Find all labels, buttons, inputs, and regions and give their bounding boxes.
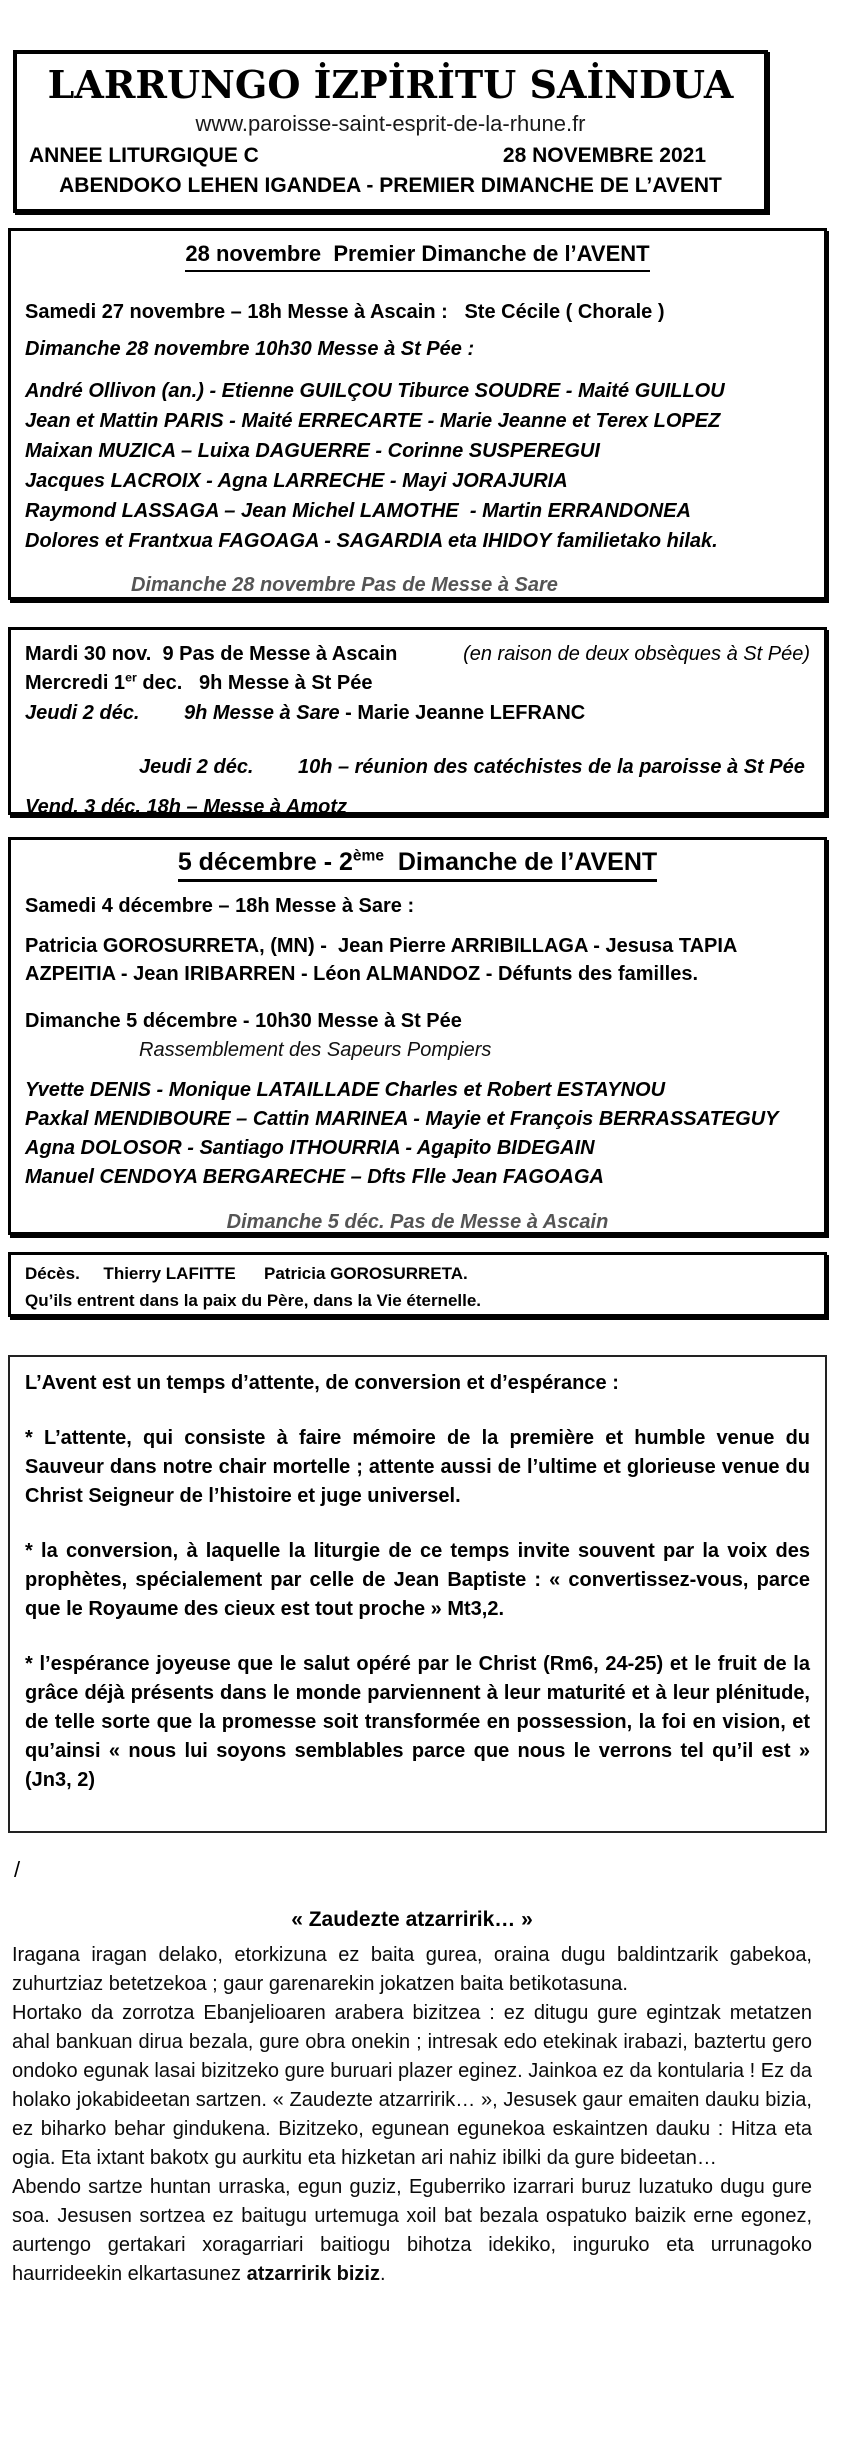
basque-paragraph-3 xyxy=(12,2173,812,2289)
deces-prayer: Qu’ils entrent dans la paix du Père, dans la Vie éternelle. xyxy=(25,1291,482,1310)
intention-line: Jacques LACROIX - Agna LARRECHE - Mayi JORAJURIA xyxy=(25,470,568,492)
intention-line: Agna DOLOSOR - Santiago ITHOURRIA - Agapito BIDEGAIN xyxy=(25,1137,595,1159)
jeudi-row xyxy=(25,699,810,727)
basque-paragraph-2: Hortako da zorrotza Ebanjelioaren arabera bizitzea : ez ditugu gure egintzak metatzen ahal bankuan dirua bezala, gure obra onekin ; intresak edo etekinak irabazi, baztertu gero ondoko egunak lasai bizitzeko gure buruari plazer eginez. Jainkoa ez da kontularia ! Ez da holako jokabideetan sartzen. « Zaudezte atzarririk… », Jesusek gaur emaiten dauku bizia, ez biharko behar gindukena. Bizitzeko, egunean egunekoa eskaintzen dauku : Hitza eta ogia. Eta ixtant bakotx gu aurkitu eta hizketan ari nahiz ibilki da gure bideetan… xyxy=(12,2002,812,2169)
section3-heading-text xyxy=(178,846,657,882)
masthead-box xyxy=(13,50,768,213)
deces-names: Décès. Thierry LAFITTE Patricia GOROSURRETA. xyxy=(25,1264,468,1283)
avent-paragraph-esperance: * l’espérance joyeuse que le salut opéré par le Christ (Rm6, 24-25) et le fruit de la grâce déjà présents dans le monde parviennent à leur maturité et à leur plénitude, de telle sorte que la promesse soit transformée en possession, la foi en vision, et qu’ainsi « nous lui soyons semblables parce que nous le verrons tel qu’il est » (Jn3, 2) xyxy=(25,1653,810,1791)
section-semaine xyxy=(8,627,827,818)
liturgical-year: ANNEE LITURGIQUE C xyxy=(29,144,259,167)
mardi-note: (en raison de deux obsèques à St Pée) xyxy=(463,643,810,665)
mass-samedi-4: Samedi 4 décembre – 18h Messe à Sare : xyxy=(25,895,415,917)
parish-title: LARRUNGO İZPİRİTU SAİNDUA xyxy=(47,62,734,107)
no-mass-ascain-note: Dimanche 5 déc. Pas de Messe à Ascain xyxy=(226,1211,609,1233)
no-mass-sare-note: Dimanche 28 novembre Pas de Messe à Sare xyxy=(131,574,558,596)
intention-line: Raymond LASSAGA – Jean Michel LAMOTHE - Martin ERRANDONEA xyxy=(25,500,691,522)
mercredi-suffix: dec. 9h Messe à St Pée xyxy=(136,672,373,694)
mardi-schedule: Mardi 30 nov. 9 Pas de Messe à Ascain xyxy=(25,643,398,665)
mardi-row xyxy=(25,640,810,668)
intention-line: Manuel CENDOYA BERGARECHE – Dfts Flle Jean FAGOAGA xyxy=(25,1166,604,1188)
liturgical-year-row xyxy=(27,142,754,169)
intention-line: Yvette DENIS - Monique LATAILLADE Charles et Robert ESTAYNOU xyxy=(25,1079,666,1101)
mercredi-row xyxy=(25,669,810,697)
mass-dimanche-28: Dimanche 28 novembre 10h30 Messe à St Pée : xyxy=(25,338,475,360)
avent-intro: L’Avent est un temps d’attente, de conversion et d’espérance : xyxy=(25,1372,619,1394)
jeudi-reunion-catechistes: Jeudi 2 déc. 10h – réunion des catéchistes de la paroisse à St Pée xyxy=(139,756,805,778)
sunday-subtitle: ABENDOKO LEHEN IGANDEA - PREMIER DIMANCHE DE L’AVENT xyxy=(59,174,722,197)
parish-website-url: www.paroisse-saint-esprit-de-la-rhune.fr xyxy=(195,111,586,136)
section-28-novembre xyxy=(8,228,827,600)
mass-samedi-27: Samedi 27 novembre – 18h Messe à Ascain : Ste Cécile ( Chorale ) xyxy=(25,301,665,323)
jeudi-intention: - Marie Jeanne LEFRANC xyxy=(339,702,586,724)
section-5-decembre xyxy=(8,837,827,1235)
mercredi-prefix: Mercredi 1 xyxy=(25,672,126,694)
intention-line: Paxkal MENDIBOURE – Cattin MARINEA - Mayie et François BERRASSATEGUY xyxy=(25,1108,779,1130)
intention-line: Dolores et Frantxua FAGOAGA - SAGARDIA eta IHIDOY familietako hilak. xyxy=(25,530,718,552)
jeudi-schedule: Jeudi 2 déc. 9h Messe à Sare xyxy=(25,702,340,724)
deces-box xyxy=(8,1252,827,1317)
avent-paragraph-conversion: * la conversion, à laquelle la liturgie de ce temps invite souvent par la voix des prophètes, spécialement par celle de Jean Baptiste : « convertissez-vous, parce que le Royaume des cieux est tout proche » Mt3,2. xyxy=(25,1540,810,1620)
avent-meditation-box xyxy=(8,1355,827,1833)
section1-heading xyxy=(25,239,810,272)
mercredi-superscript: er xyxy=(125,670,137,685)
mass-dimanche-5: Dimanche 5 décembre - 10h30 Messe à St Pée xyxy=(25,1010,462,1032)
section3-heading xyxy=(25,846,810,882)
vendredi-messe-amotz: Vend. 3 déc. 18h – Messe à Amotz xyxy=(25,796,347,818)
heading-prefix: 5 décembre - 2 xyxy=(177,848,353,876)
avent-paragraph-attente: * L’attente, qui consiste à faire mémoire de la première et humble venue du Sauveur dans notre chair mortelle ; attente aussi de l’ultime et glorieuse venue du Christ Seigneur de l’histoire et juge universel. xyxy=(25,1427,810,1507)
intentions-samedi-4 xyxy=(25,932,810,988)
bulletin-date: 28 NOVEMBRE 2021 xyxy=(502,144,706,167)
basque-paragraph-3-text: Abendo sartze huntan urraska, egun guziz, Eguberriko izarrari buruz luzatuko dugu gure soa. Jesusen sortzea ez baitugu urtemuga xoil bat bezala ospatuko baizik erne egonez, aurtengo gertakari xoragarriari baitiogu bihotza idekiko, inguruko eta urrunagoko haurrideekin elkartasunez xyxy=(12,2176,812,2285)
bulletin-page xyxy=(0,50,850,2450)
basque-paragraph-3-bold: atzarririk biziz xyxy=(246,2263,380,2285)
slash-separator: / xyxy=(14,1857,21,1882)
basque-paragraph-3-period: . xyxy=(379,2263,386,2285)
intentions-list-1 xyxy=(25,376,810,556)
intention-line: AZPEITIA - Jean IRIBARREN - Léon ALMANDOZ - Défunts des familles. xyxy=(25,963,699,985)
intention-line: Jean et Mattin PARIS - Maité ERRECARTE - Marie Jeanne et Terex LOPEZ xyxy=(25,410,721,432)
heading-suffix: Dimanche de l’AVENT xyxy=(383,848,658,876)
sapeurs-pompiers-note: Rassemblement des Sapeurs Pompiers xyxy=(139,1039,492,1061)
intention-line: Maixan MUZICA – Luixa DAGUERRE - Corinne SUSPEREGUI xyxy=(25,440,600,462)
section1-heading-text: 28 novembre Premier Dimanche de l’AVENT xyxy=(185,239,649,272)
intention-line: André Ollivon (an.) - Etienne GUILÇOU Tiburce SOUDRE - Maité GUILLOU xyxy=(25,380,725,402)
basque-heading: « Zaudezte atzarririk… » xyxy=(291,1908,533,1931)
intention-line: Patricia GOROSURRETA, (MN) - Jean Pierre ARRIBILLAGA - Jesusa TAPIA xyxy=(25,935,738,957)
basque-meditation xyxy=(12,1905,812,2289)
intentions-list-2 xyxy=(25,1076,810,1192)
basque-paragraph-1: Iragana iragan delako, etorkizuna ez baita gurea, oraina dugu baldintzarik gabekoa, zuhurtziaz betetzekoa ; gaur garenarekin jokatzen baita betikotasuna. xyxy=(12,1944,812,1995)
heading-superscript: ème xyxy=(352,847,384,865)
